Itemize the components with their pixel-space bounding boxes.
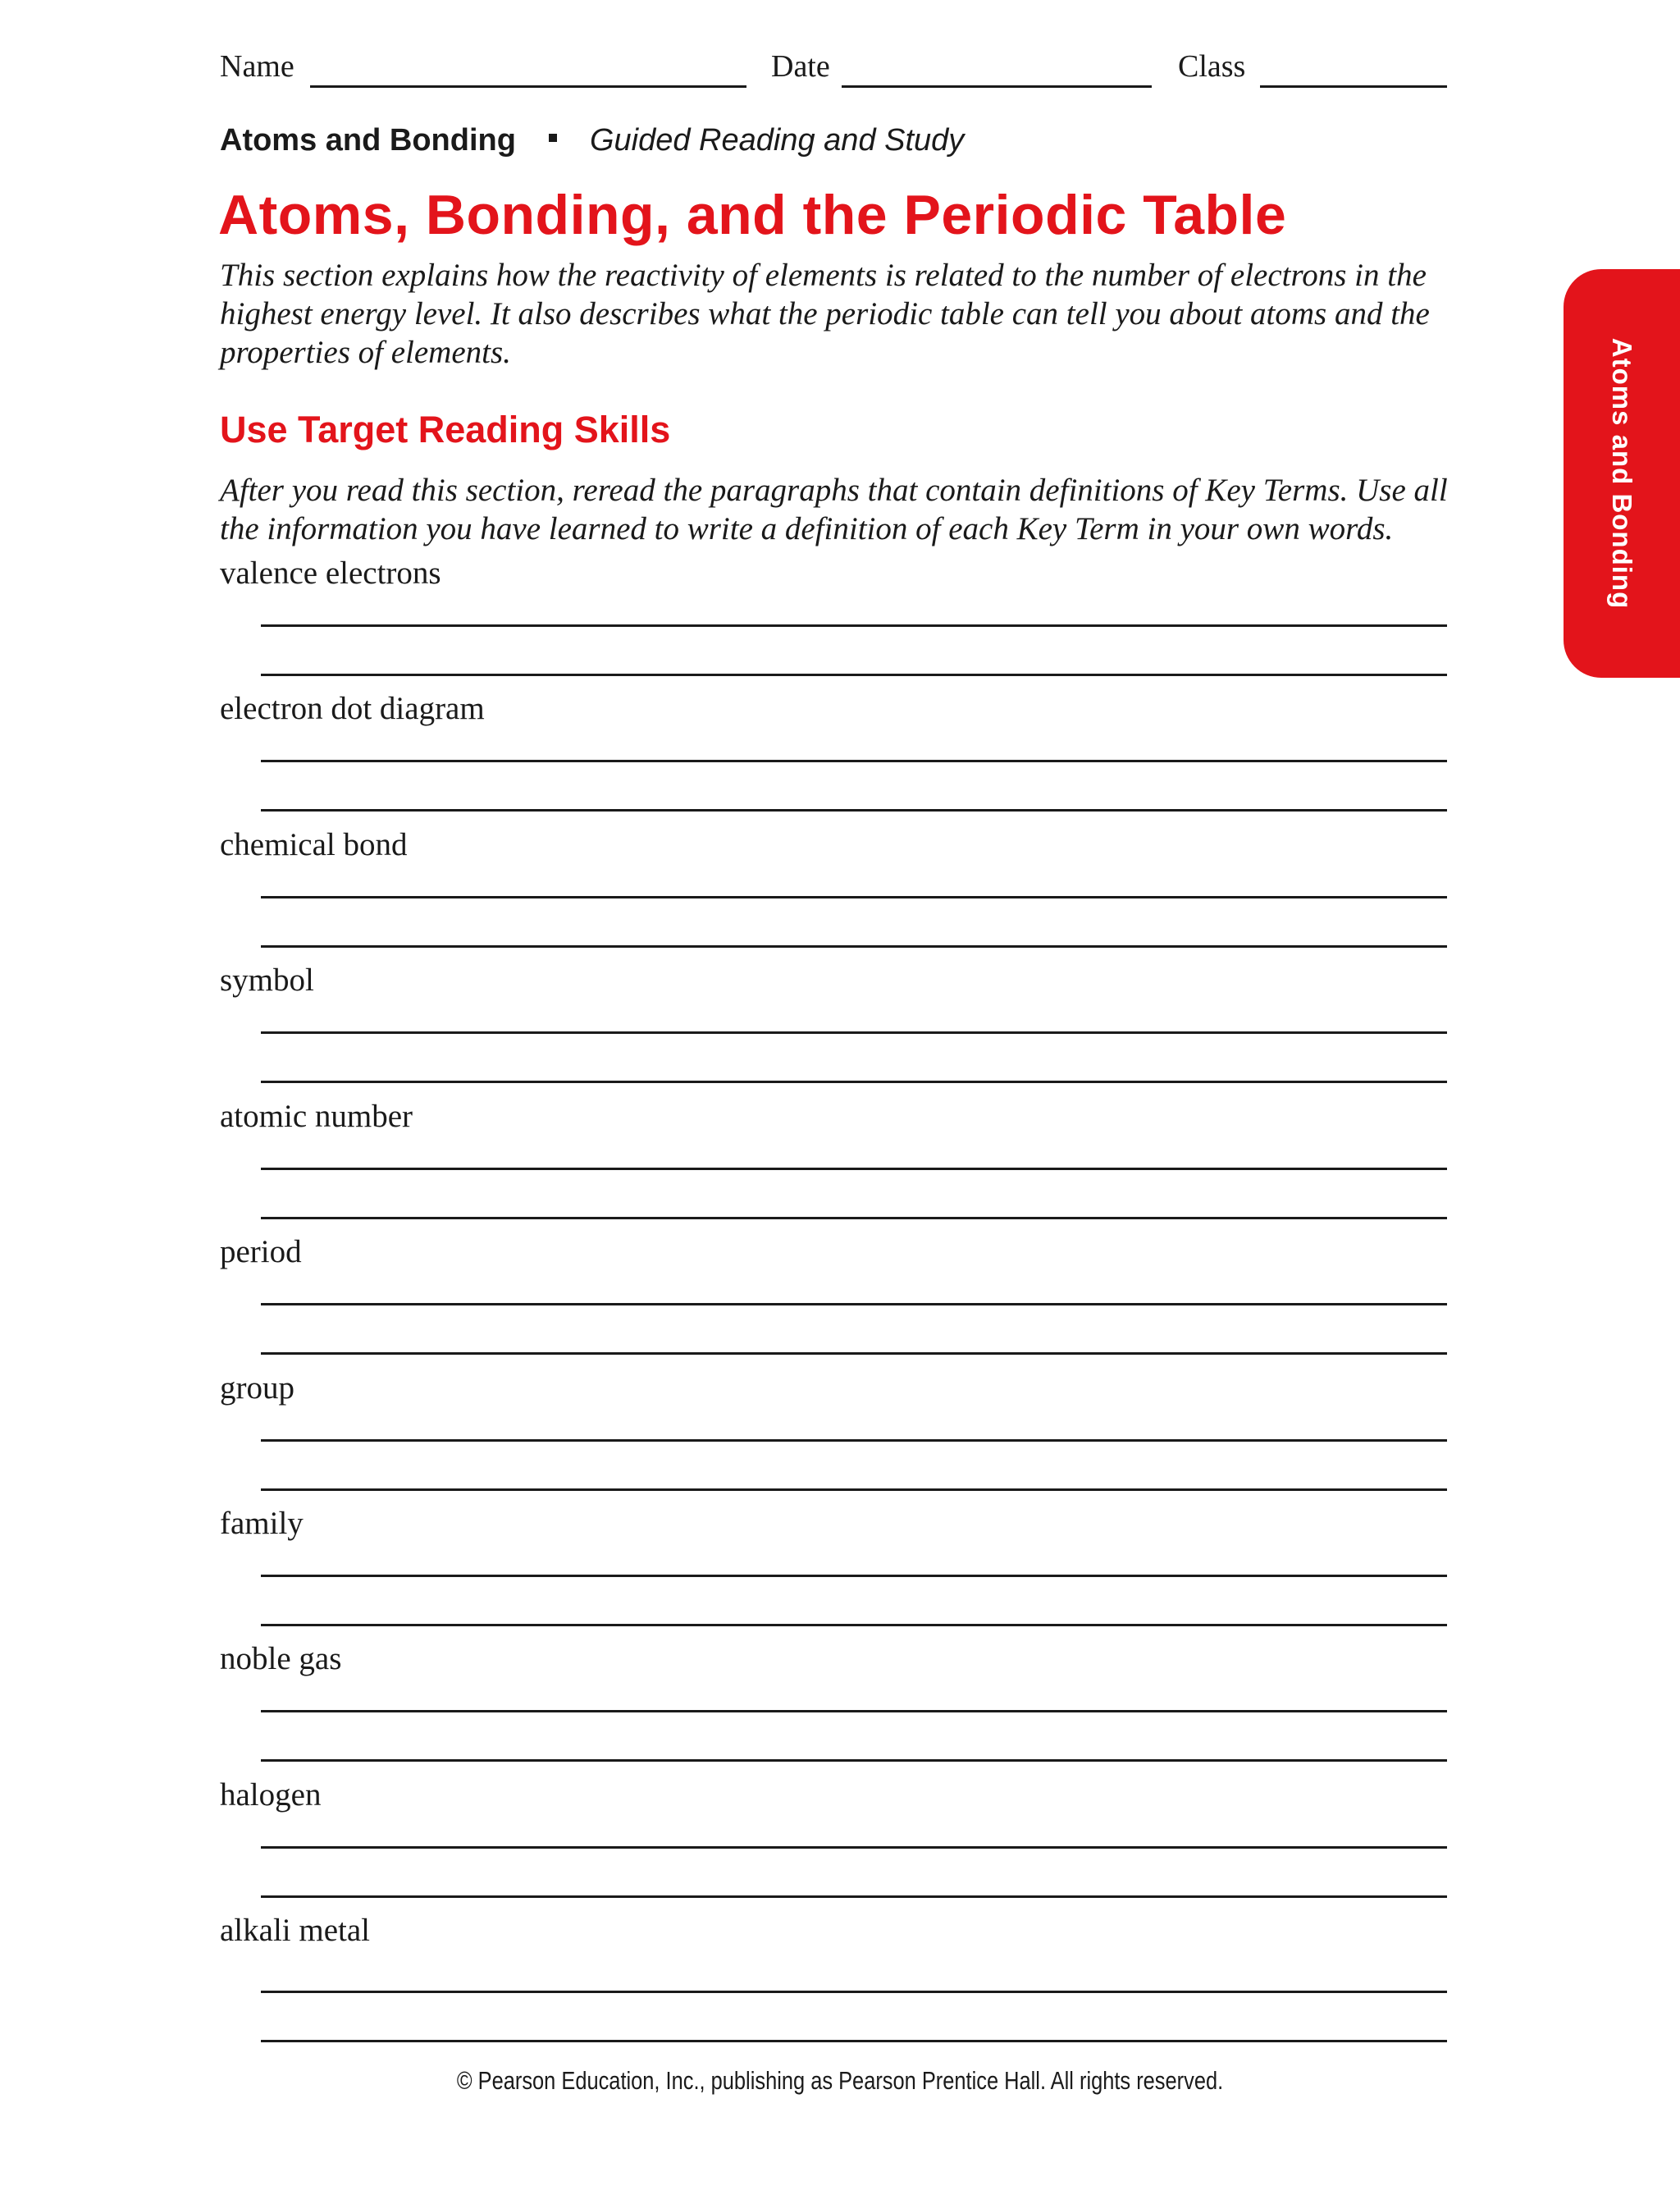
name-field[interactable]	[310, 85, 746, 88]
answer-line[interactable]	[261, 1710, 1447, 1712]
answer-line[interactable]	[261, 624, 1447, 627]
answer-line[interactable]	[261, 809, 1447, 812]
answer-line[interactable]	[261, 2040, 1447, 2042]
answer-line[interactable]	[261, 1488, 1447, 1491]
worksheet-type: Guided Reading and Study	[589, 123, 965, 158]
answer-line[interactable]	[261, 1759, 1447, 1762]
answer-line[interactable]	[261, 1895, 1447, 1898]
directions-paragraph: After you read this section, reread the paragraphs that contain definitions of Key Terms. Use all the information you have learned to write a definition of each Key Term in your own words.	[220, 473, 1448, 546]
answer-line[interactable]	[261, 1439, 1447, 1442]
class-label: Class	[1178, 49, 1246, 84]
term-label: noble gas	[220, 1641, 342, 1676]
date-label: Date	[771, 49, 830, 84]
date-field[interactable]	[842, 85, 1152, 88]
class-field[interactable]	[1260, 85, 1447, 88]
side-tab-label: Atoms and Bonding	[1607, 337, 1637, 610]
answer-line[interactable]	[261, 1624, 1447, 1626]
series-line	[220, 121, 964, 159]
section-heading: Use Target Reading Skills	[220, 409, 671, 450]
term-label: halogen	[220, 1777, 322, 1813]
answer-line[interactable]	[261, 896, 1447, 898]
answer-line[interactable]	[261, 1991, 1447, 1993]
term-label: alkali metal	[220, 1913, 371, 1948]
term-label: group	[220, 1370, 294, 1406]
answer-line[interactable]	[261, 1352, 1447, 1355]
answer-line[interactable]	[261, 674, 1447, 676]
answer-line[interactable]	[261, 1081, 1447, 1083]
answer-line[interactable]	[261, 1575, 1447, 1577]
copyright-footer: © Pearson Education, Inc., publishing as Pearson Prentice Hall. All rights reserved.	[456, 2066, 1224, 2095]
answer-line[interactable]	[261, 1168, 1447, 1170]
intro-paragraph: This section explains how the reactivity of elements is related to the number of electrons in the highest energy level. It also describes what the periodic table can tell you about atoms and the properties of elements.	[220, 258, 1430, 370]
page-title: Atoms, Bonding, and the Periodic Table	[218, 184, 1287, 246]
chapter-side-tab	[1564, 269, 1680, 678]
chapter-name: Atoms and Bonding	[220, 123, 516, 158]
answer-line[interactable]	[261, 1217, 1447, 1219]
bullet-icon	[549, 134, 557, 142]
answer-line[interactable]	[261, 760, 1447, 762]
term-label: family	[220, 1506, 304, 1541]
term-label: atomic number	[220, 1099, 413, 1134]
answer-line[interactable]	[261, 945, 1447, 948]
term-label: period	[220, 1234, 302, 1269]
term-label: symbol	[220, 962, 314, 998]
term-label: chemical bond	[220, 827, 408, 862]
term-label: electron dot diagram	[220, 691, 485, 726]
name-label: Name	[220, 49, 294, 84]
answer-line[interactable]	[261, 1303, 1447, 1305]
answer-line[interactable]	[261, 1031, 1447, 1034]
term-label: valence electrons	[220, 556, 441, 591]
answer-line[interactable]	[261, 1846, 1447, 1849]
